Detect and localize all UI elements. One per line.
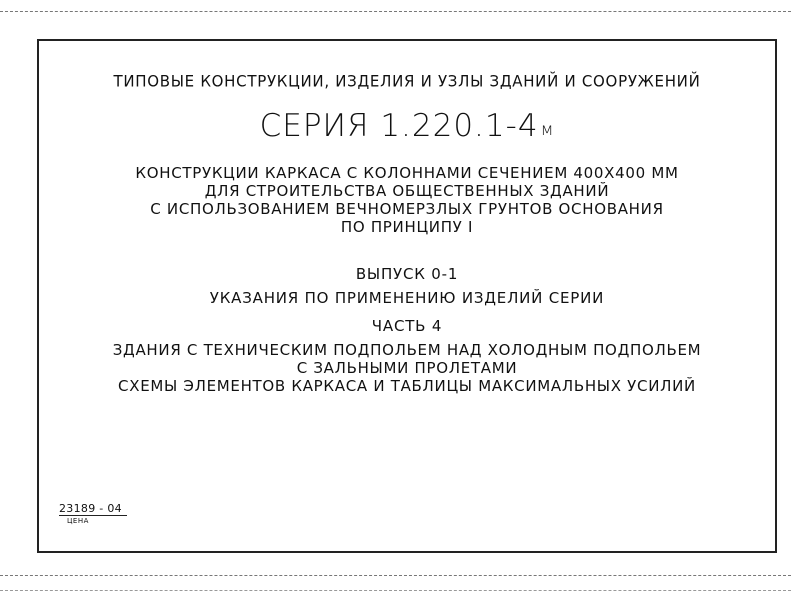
series-description (39, 164, 775, 236)
part-description-line-1: ЗДАНИЯ С ТЕХНИЧЕСКИМ ПОДПОЛЬЕМ НАД ХОЛОДНЫМ ПОДПОЛЬЕМ (112, 341, 702, 359)
document-number: 23189 - 04 (59, 502, 122, 515)
title-sheet-frame (37, 39, 777, 553)
description-line-4: ПО ПРИНЦИПУ I (340, 218, 474, 236)
issue-title: ВЫПУСК 0-1 (355, 265, 459, 283)
description-line-2: ДЛЯ СТРОИТЕЛЬСТВА ОБЩЕСТВЕННЫХ ЗДАНИЙ (204, 182, 610, 200)
series-label: СЕРИЯ 1.220.1-4 (259, 108, 539, 144)
document-number-underline (59, 515, 127, 516)
part-title: ЧАСТЬ 4 (371, 317, 443, 335)
scan-edge-top (0, 11, 791, 12)
scan-edge-bottom-lower (0, 590, 791, 591)
series-suffix: м (540, 120, 555, 140)
part-description-line-3: СХЕМЫ ЭЛЕМЕНТОВ КАРКАСА И ТАБЛИЦЫ МАКСИМАЛЬНЫХ УСИЛИЙ (118, 377, 696, 395)
price-label: ЦЕНА (67, 517, 89, 525)
description-line-1: КОНСТРУКЦИИ КАРКАСА С КОЛОННАМИ СЕЧЕНИЕМ 400Х400 ММ (135, 164, 679, 182)
part-description (39, 341, 775, 395)
document-header: ТИПОВЫЕ КОНСТРУКЦИИ, ИЗДЕЛИЯ И УЗЛЫ ЗДАНИЙ И СООРУЖЕНИЙ (113, 71, 701, 91)
guide-title: УКАЗАНИЯ ПО ПРИМЕНЕНИЮ ИЗДЕЛИЙ СЕРИИ (209, 289, 605, 307)
series-title (39, 108, 775, 144)
part-description-line-2: С ЗАЛЬНЫМИ ПРОЛЕТАМИ (296, 359, 518, 377)
scan-edge-bottom (0, 575, 791, 576)
description-line-3: С ИСПОЛЬЗОВАНИЕМ ВЕЧНОМЕРЗЛЫХ ГРУНТОВ ОСНОВАНИЯ (150, 200, 664, 218)
